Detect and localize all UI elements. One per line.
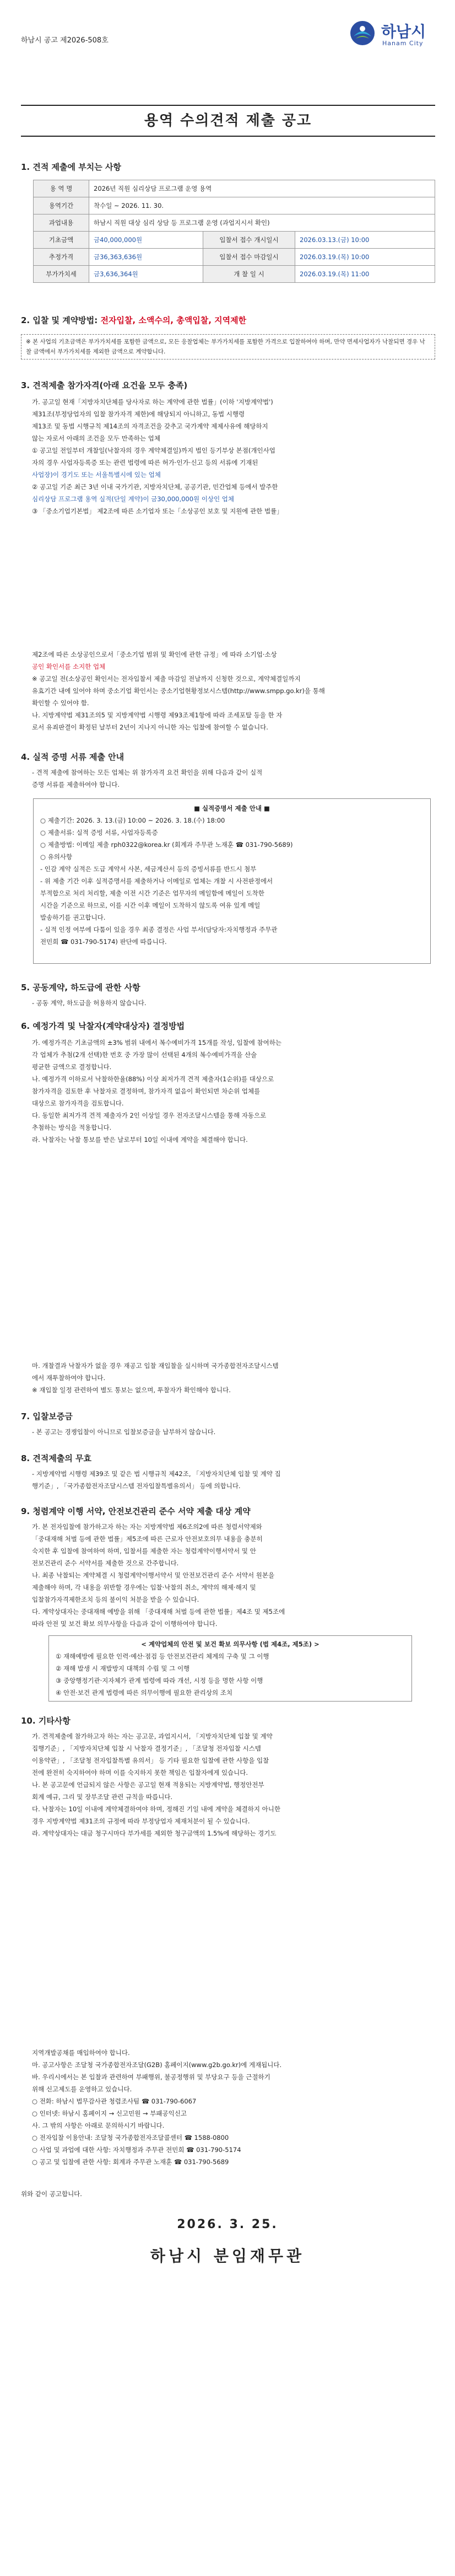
section1-table	[33, 180, 435, 283]
text-line: 자의 경우 사업자등록증 또는 관련 법령에 따른 허가·인가·신고 등의 서류에 기재된	[32, 459, 258, 466]
text-line: 라. 낙찰자는 낙찰 통보를 받은 날로부터 10일 이내에 계약을 체결해야 합니다.	[32, 1136, 248, 1144]
text-line: - 인감 계약 실적은 도급 계약서 사본, 세금계산서 등의 증빙서류를 반드시 첨부	[40, 865, 257, 873]
text-line: 전보건관리 준수 서약서를 제출한 것으로 간주합니다.	[32, 1559, 179, 1567]
text-line: 심리상담 프로그램 용역 실적(단일 계약)이 금30,000,000원 이상인 업체	[32, 495, 235, 503]
table-row	[34, 249, 435, 266]
row-label: 입찰서 접수 개시일시	[203, 232, 295, 249]
text-line: 숙지한 후 입찰에 참여하여 하며, 입찰서를 제출한 자는 청렴계약이행서약서 및 안	[32, 1547, 256, 1555]
text-line: 마. 개찰결과 낙찰자가 없을 경우 재공고 입찰 재입찰을 실시하며 국가종합전자조달시스템	[32, 1362, 279, 1370]
text-line: 회계 예규, 그리 및 장부조달 관련 규칙을 따릅니다.	[32, 1793, 173, 1801]
text-line: 시간을 기준으로 하므로, 이를 시간 이후 메일이 도착하지 않도록 여유 있게 메일	[40, 901, 261, 909]
section10-heading: 10. 기타사항	[21, 1716, 71, 1726]
logo-text: 하남시	[381, 23, 426, 41]
text-line: 다. 동일한 최저가격 견적 제출자가 2인 이상일 경우 전자조달시스템을 통해 자동으로	[32, 1112, 267, 1119]
text-line: ○ 제출기간: 2026. 3. 13.(금) 10:00 ~ 2026. 3. 18.(수) 18:00	[40, 817, 225, 824]
text-line: 행기준」, 「국가종합전자조달시스템 전자입찰특별유의서」 등에 의합니다.	[32, 1482, 241, 1490]
text-line: - 공동 계약, 하도급을 허용하지 않습니다.	[32, 999, 147, 1007]
row-value: 2026년 직원 심리상담 프로그램 운영 용역	[89, 180, 435, 197]
text-line: 따라 안전 및 보건 확보 의무사항을 다음과 같이 이행하여야 합니다.	[32, 1620, 218, 1628]
text-line: 부적합으로 처리 처리할, 제출 이전 시간 기준은 업무자의 메일함에 메일이 도착한	[40, 889, 264, 897]
text-line: 공인 확인서를 소지한 업체	[32, 663, 106, 670]
section1-heading: 1. 견적 제출에 부치는 사항	[21, 162, 121, 172]
text-line: 유효기간 내에 있어야 하며 중소기업 확인서는 중소기업현황정보시스템(http://www.smpp.go.kr)을 통해	[32, 687, 325, 695]
text-line: ※ 공고일 전(소상공인 확인서는 전자입찰서 제출 마감일 전날까지 신청한 것으로, 계약체결일까지	[32, 675, 301, 683]
text-line: 확인할 수 있어야 함.	[32, 699, 89, 707]
text-line: ② 공고일 기준 최근 3년 이내 국가기관, 지방자치단체, 공공기관, 민간업체 등에서 발주한	[32, 483, 278, 491]
text-line: ○ 사업 및 과업에 대한 사항: 자치행정과 주무관 전민희 ☎ 031-790-5174	[32, 2146, 241, 2154]
text-line: 경우 지방계약법 제31조의 규정에 따라 부정당업자 제재처분이 될 수 있습니다.	[32, 1817, 250, 1825]
section6-body-cont	[32, 1360, 279, 1396]
announcement-date: 2026. 3. 25.	[177, 2218, 278, 2231]
section3-body	[32, 396, 283, 517]
safety-duty-box	[48, 1635, 412, 1702]
row-label: 개 찰 일 시	[203, 266, 295, 283]
text-line: ③ 중앙행정기관·지자체가 관계 법령에 따라 개선, 시정 등을 명한 사항 이행	[56, 1677, 263, 1684]
text-line: 각 업체가 추첨(2개 선택)한 번호 중 가장 많이 선택된 4개의 복수예비가격을 산술	[32, 1051, 257, 1059]
text-line: - 지방계약법 시행령 제39조 및 같은 법 시행규칙 제42조, 「지방자치단체 입찰 및 계약 집	[32, 1470, 281, 1478]
text-line: 지역개발공채를 매입하여야 합니다.	[32, 2049, 130, 2057]
text-line: 나. 본 공고문에 언급되지 않은 사항은 공고일 현재 적용되는 지방계약법, 행정안전부	[32, 1781, 264, 1789]
text-line: 사업장)이 경기도 또는 서울특별시에 있는 업체	[32, 471, 161, 479]
text-line: 제출해야 하며, 각 내용을 위반할 경우에는 입찰·낙찰의 취소, 계약의 해제·해지 및	[32, 1584, 256, 1591]
base-amount: 금40,000,000원	[89, 232, 203, 249]
hanam-city-logo	[346, 17, 440, 50]
contract-method: 전자입찰, 소액수의, 총액입찰, 지역제한	[100, 315, 247, 325]
vat-amount: 금3,636,364원	[89, 266, 203, 283]
section5-heading: 5. 공동계약, 하도급에 관한 사항	[21, 983, 140, 992]
text-line: 집행기준」, 「지방자치단체 입찰 시 낙찰자 결정기준」, 「조달청 전자입찰 시스템	[32, 1745, 261, 1752]
section8-heading: 8. 견적제출의 무효	[21, 1453, 92, 1463]
section6-body	[32, 1037, 281, 1146]
text-line: ○ 제출방법: 이메일 제출 rph0322@korea.kr (회계과 주무관 노재훈 ☎ 031-790-5689)	[40, 841, 293, 849]
section10-body-cont	[32, 2047, 281, 2168]
table-row	[34, 197, 435, 214]
text-line: 위해 신고제도를 운영하고 있습니다.	[32, 2085, 132, 2093]
text-line: 나. 지방계약법 제31조의5 및 지방계약법 시행령 제93조제1항에 따라 조세포탈 등을 한 자	[32, 711, 283, 719]
text-line: - 견적 제출에 참여하는 모든 업체는 위 참가자격 요건 확인을 위해 다음과 같이 실적	[32, 769, 263, 776]
section3-heading: 3. 견적제출 참가자격(아래 요건을 모두 충족)	[21, 380, 188, 390]
text-line: 다. 낙찰자는 10일 이내에 계약체결하여야 하며, 정해진 기일 내에 계약을 체결하지 아니한	[32, 1805, 280, 1813]
text-line: ○ 공고 및 입찰에 관한 사항: 회계과 주무관 노재훈 ☎ 031-790-5689	[32, 2158, 229, 2166]
text-line: ③ 「중소기업기본법」 제2조에 따른 소기업자 또는「소상공인 보호 및 지원에 관한 법률」	[32, 507, 283, 515]
text-line: ① 재해예방에 필요한 인력·예산·점검 등 안전보건관리 체계의 구축 및 그 이행	[56, 1652, 269, 1660]
text-line: 증명 서류를 제출하여야 합니다.	[32, 781, 120, 788]
section2-heading	[21, 314, 246, 326]
bid-open-datetime: 2026.03.13.(금) 10:00	[295, 232, 435, 249]
issuer-name: 하남시 분임재무관	[150, 2247, 305, 2265]
text-line: 로서 유죄판결이 확정된 날부터 2년이 지나지 아니한 자는 입찰에 참여할 수 없습니다.	[32, 723, 268, 731]
page-title: 용역 수의견적 제출 공고	[144, 112, 312, 129]
notice-number: 하남시 공고 제2026-508호	[21, 36, 109, 45]
section7-heading: 7. 입찰보증금	[21, 1412, 73, 1421]
text-line: ○ 유의사항	[40, 853, 73, 861]
text-line: 가. 본 전자입찰에 참가하고자 하는 자는 지방계약법 제6조의2에 따른 청렴서약제와	[32, 1523, 262, 1531]
section4-heading: 4. 실적 증명 서류 제출 안내	[21, 752, 124, 762]
text-line: ○ 인터넷: 하남시 홈페이지 → 신고민원 → 부패공익신고	[32, 2110, 187, 2117]
text-line: 가. 견적제출에 참가하고자 하는 자는 공고문, 과업지시서, 「지방자치단체 입찰 및 계약	[32, 1732, 273, 1740]
section6-heading: 6. 예정가격 및 낙찰자(계약대상자) 결정방법	[21, 1021, 185, 1031]
logo-subtext: Hanam City	[382, 40, 424, 47]
row-value: 하남시 직원 대상 심리 상담 등 프로그램 운영 (과업지시서 확인)	[89, 214, 435, 232]
text-line: 마. 공고사항은 조달청 국가종합전자조달(G2B) 홈페이지(www.g2b.go.kr)에 게재됩니다.	[32, 2061, 282, 2069]
closing-text: 위와 같이 공고합니다.	[21, 2190, 82, 2198]
text-line: 사. 그 밖의 사항은 아래로 문의하시기 바랍니다.	[32, 2122, 165, 2129]
text-line: 바. 우리시에서는 본 입찰과 관련하여 부패행위, 불공정행위 및 부당요구 등을 근절하기	[32, 2073, 270, 2081]
text-line: ○ 전자입찰 이용안내: 조달청 국가종합전자조달콜센터 ☎ 1588-0800	[32, 2134, 229, 2142]
text-line: - 실적 인정 여부에 다툼이 있을 경우 최종 결정은 사업 부서(담당자:자치행정과 주무관	[40, 926, 278, 933]
box-title: ■ 실적증명서 제출 안내 ■	[194, 804, 270, 812]
row-label: 부가가치세	[34, 266, 89, 283]
text-line: 「중대재해 처벌 등에 관한 법률」제5조에 따른 근로자 안전보호의무 내용을 충분히	[32, 1535, 263, 1543]
text-line: 제31조(부정당업자의 입찰 참가자격 제한)에 해당되지 아니하고, 동법 시행령	[32, 410, 245, 418]
text-line: ○ 전화: 하남시 법무감사관 청렴조사팀 ☎ 031-790-6067	[32, 2097, 197, 2105]
text-line: 가. 공고일 현재「지방자치단체를 당사자로 하는 계약에 관한 법률」(이하 '지방계약법')	[32, 398, 273, 406]
section4-intro	[32, 766, 262, 791]
text-line: 평균한 금액으로 결정합니다.	[32, 1063, 112, 1071]
text-line: ※ 재입찰 일정 관련하여 별도 통보는 없으며, 투찰자가 확인해야 합니다.	[32, 1386, 231, 1394]
text-line: ○ 제출서류: 실적 증빙 서류, 사업자등록증	[40, 829, 158, 836]
text-line: ④ 안전·보건 관계 법령에 따른 의무이행에 필요한 관리상의 조치	[56, 1689, 232, 1697]
row-label: 용역기간	[34, 197, 89, 214]
text-line: 제2조에 따른 소상공인으로서「중소기업 범위 및 확인에 관한 규정」에 따라 소기업·소상	[32, 651, 277, 658]
text-line: 나. 예정가격 이하로서 낙찰하한율(88%) 이상 최저가격 견적 제출자(1순위)를 대상으로	[32, 1075, 274, 1083]
row-value: 착수일 ~ 2026. 11. 30.	[89, 197, 435, 214]
text-line: 대상으로 참가자격을 검토합니다.	[32, 1099, 124, 1107]
vat-note: ※ 본 사업의 기초금액은 부가가치세를 포함한 금액으로, 모든 응찰업체는 부가가치세를 포함한 가격으로 입찰하여야 하며, 만약 면세사업자가 낙찰되면 경우 낙찰 금액에서 부가가치세를 제외한 금액으로 계약합니다.	[21, 334, 435, 359]
text-line: 참가자격을 검토한 후 낙찰자로 결정하며, 참가자격 없음이 확인되면 차순위 업체를	[32, 1087, 261, 1095]
text-line: 전에 완전히 숙지하여야 하며 이를 숙지하지 못한 책임은 입찰자에게 있습니다.	[32, 1769, 248, 1777]
section9-body	[32, 1521, 285, 1630]
table-row	[34, 214, 435, 232]
estimated-price: 금36,363,636원	[89, 249, 203, 266]
bid-close-datetime: 2026.03.19.(목) 10:00	[295, 249, 435, 266]
text-line: ① 공고일 전일부터 개찰일(낙찰자의 경우 계약체결일)까지 법인 등기부상 본점(개인사업	[32, 447, 275, 454]
text-line: 다. 계약상대자는 중대재해 예방을 위해 「중대재해 처벌 등에 관한 법률」제4조 및 제5조에	[32, 1608, 285, 1616]
opening-datetime: 2026.03.19.(목) 11:00	[295, 266, 435, 283]
table-row	[34, 266, 435, 283]
text-line: - 본 공고는 경쟁입찰이 아니므로 입찰보증금을 납부하지 않습니다.	[32, 1428, 216, 1436]
row-label: 기초금액	[34, 232, 89, 249]
performance-doc-box	[33, 798, 431, 964]
row-label: 용 역 명	[34, 180, 89, 197]
section10-body	[32, 1730, 280, 1839]
text-line: 전민희 ☎ 031-790-5174) 판단에 따릅니다.	[40, 938, 167, 946]
section3-body-cont	[32, 648, 325, 733]
section8-body	[32, 1468, 281, 1492]
box-title: < 계약업체의 안전 및 보건 확보 의무사항 (법 제4조, 제5조) >	[141, 1640, 319, 1648]
text-line: 에서 재투찰하여야 합니다.	[32, 1374, 106, 1382]
text-line: - 위 제출 기간 이후 실적증명서를 제출하거나 이메일로 업체는 개찰 시 사전판정에서	[40, 877, 273, 885]
section2-heading-text: 2. 입찰 및 계약방법:	[21, 315, 101, 325]
section9-heading: 9. 청렴계약 이행 서약, 안전보건관리 준수 서약 제출 대상 계약	[21, 1506, 251, 1516]
text-line: ② 재해 발생 시 재발방지 대책의 수립 및 그 이행	[56, 1665, 190, 1672]
text-line: 제13조 및 동법 시행규칙 제14조의 자격조건을 갖추고 국가계약 제제사유에 해당하지	[32, 422, 268, 430]
text-line: 입찰참가자격제한조치 등의 불이익 처분을 받을 수 있습니다.	[32, 1596, 199, 1603]
row-label: 추정가격	[34, 249, 89, 266]
text-line: 라. 계약상대자는 대금 청구시마다 부가세를 제외한 청구금액의 1.5%에 해당하는 경기도	[32, 1829, 277, 1837]
title-box	[21, 105, 435, 137]
row-label: 입찰서 접수 마감일시	[203, 249, 295, 266]
text-line: 추첨하는 방식을 적용합니다.	[32, 1124, 112, 1131]
row-label: 과업내용	[34, 214, 89, 232]
table-row	[34, 180, 435, 197]
table-row	[34, 232, 435, 249]
hanam-emblem-icon	[346, 17, 379, 50]
text-line: 가. 예정가격은 기초금액의 ±3% 범위 내에서 복수예비가격 15개를 작성, 입찰에 참여하는	[32, 1039, 281, 1046]
text-line: 발송하기를 권고합니다.	[40, 914, 106, 921]
text-line: 나. 최종 낙찰되는 계약체결 시 청렴계약이행서약서 및 안전보건관리 준수 서약서 원본을	[32, 1571, 275, 1579]
text-line: 이용약관」, 「조달청 전자입찰특별 유의서」 등 기타 필요한 입찰에 관한 사항을 입찰	[32, 1757, 269, 1764]
text-line: 않는 자로서 아래의 조건을 모두 만족하는 업체	[32, 434, 161, 442]
